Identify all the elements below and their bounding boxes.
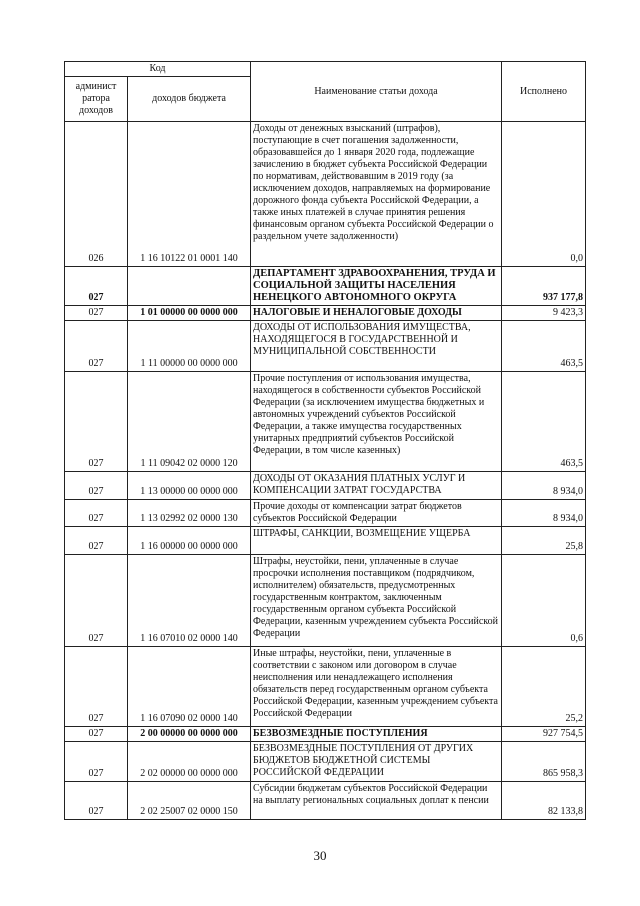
- executed-amount: 927 754,5: [502, 727, 586, 742]
- budget-code: 1 11 00000 00 0000 000: [128, 321, 251, 372]
- name-header: Наименование статьи дохода: [251, 62, 502, 122]
- table-row: [65, 647, 586, 727]
- executed-amount: 25,8: [502, 527, 586, 555]
- income-name: Иные штрафы, неустойки, пени, уплаченные в соответствии с законом или договором в случае неисполнения или ненадлежащего исполнения обязательств перед государственным органом субъекта Российской Федерации, казенным учреждением субъекта Российской Федерации: [251, 647, 502, 727]
- admin-code: 027: [65, 472, 128, 500]
- table-row: [65, 472, 586, 500]
- budget-code: 1 16 00000 00 0000 000: [128, 527, 251, 555]
- executed-amount: 865 958,3: [502, 742, 586, 782]
- table-row: [65, 742, 586, 782]
- executed-amount: 0,0: [502, 122, 586, 267]
- table-row: [65, 727, 586, 742]
- executed-amount: 0,6: [502, 555, 586, 647]
- income-name: ШТРАФЫ, САНКЦИИ, ВОЗМЕЩЕНИЕ УЩЕРБА: [251, 527, 502, 555]
- income-name: БЕЗВОЗМЕЗДНЫЕ ПОСТУПЛЕНИЯ: [251, 727, 502, 742]
- table-row: [65, 555, 586, 647]
- table-row: [65, 372, 586, 472]
- executed-amount: 463,5: [502, 321, 586, 372]
- admin-code: 027: [65, 527, 128, 555]
- budget-code: 1 16 10122 01 0001 140: [128, 122, 251, 267]
- admin-code: 027: [65, 372, 128, 472]
- admin-code: 027: [65, 306, 128, 321]
- executed-amount: 8 934,0: [502, 472, 586, 500]
- header-row-top: [65, 62, 586, 77]
- executed-header: Исполнено: [502, 62, 586, 122]
- income-name: НАЛОГОВЫЕ И НЕНАЛОГОВЫЕ ДОХОДЫ: [251, 306, 502, 321]
- executed-amount: 463,5: [502, 372, 586, 472]
- admin-code: 027: [65, 647, 128, 727]
- income-name: Прочие поступления от использования имущества, находящегося в собственности субъектов Российской Федерации (за исключением имущества бюджетных и автономных учреждений субъектов Российской Федерации, а также имущества государственных унитарных предприятий субъектов Российской Федерации, в том числе казенных): [251, 372, 502, 472]
- table-row: [65, 500, 586, 527]
- table-row: [65, 267, 586, 306]
- budget-code: 1 13 02992 02 0000 130: [128, 500, 251, 527]
- admin-code: 027: [65, 500, 128, 527]
- income-name: ДОХОДЫ ОТ ОКАЗАНИЯ ПЛАТНЫХ УСЛУГ И КОМПЕНСАЦИИ ЗАТРАТ ГОСУДАРСТВА: [251, 472, 502, 500]
- admin-code: 027: [65, 782, 128, 820]
- page-number: 30: [313, 848, 327, 863]
- admin-code: 027: [65, 727, 128, 742]
- budget-code: 1 01 00000 00 0000 000: [128, 306, 251, 321]
- admin-code: 027: [65, 267, 128, 306]
- budget-code: 1 16 07010 02 0000 140: [128, 555, 251, 647]
- executed-amount: 82 133,8: [502, 782, 586, 820]
- executed-amount: 25,2: [502, 647, 586, 727]
- admin-code: 027: [65, 742, 128, 782]
- income-name: Субсидии бюджетам субъектов Российской Федерации на выплату региональных социальных доплат к пенсии: [251, 782, 502, 820]
- income-name: БЕЗВОЗМЕЗДНЫЕ ПОСТУПЛЕНИЯ ОТ ДРУГИХ БЮДЖЕТОВ БЮДЖЕТНОЙ СИСТЕМЫ РОССИЙСКОЙ ФЕДЕРАЦИИ: [251, 742, 502, 782]
- code-header: Код: [65, 62, 251, 77]
- budget-code: 1 16 07090 02 0000 140: [128, 647, 251, 727]
- table-row: [65, 321, 586, 372]
- table-row: [65, 122, 586, 267]
- executed-amount: 9 423,3: [502, 306, 586, 321]
- budget-code: 2 02 00000 00 0000 000: [128, 742, 251, 782]
- table-row: [65, 782, 586, 820]
- income-name: Штрафы, неустойки, пени, уплаченные в случае просрочки исполнения поставщиком (подрядчиком, исполнителем) обязательств, предусмотренных государственным контрактом, заключенным государственным органом субъекта Российской Федерации, казенным учреждением субъекта Российской Федерации: [251, 555, 502, 647]
- income-name: Прочие доходы от компенсации затрат бюджетов субъектов Российской Федерации: [251, 500, 502, 527]
- income-table: [64, 61, 586, 820]
- admin-header: админист ратора доходов: [65, 77, 128, 122]
- admin-code: 027: [65, 555, 128, 647]
- budget-code: [128, 267, 251, 306]
- budget-code: 1 11 09042 02 0000 120: [128, 372, 251, 472]
- budget-income-header: доходов бюджета: [128, 77, 251, 122]
- executed-amount: 937 177,8: [502, 267, 586, 306]
- admin-code: 027: [65, 321, 128, 372]
- table-row: [65, 527, 586, 555]
- executed-amount: 8 934,0: [502, 500, 586, 527]
- table-row: [65, 306, 586, 321]
- budget-code: 2 02 25007 02 0000 150: [128, 782, 251, 820]
- admin-code: 026: [65, 122, 128, 267]
- income-name: ДОХОДЫ ОТ ИСПОЛЬЗОВАНИЯ ИМУЩЕСТВА, НАХОДЯЩЕГОСЯ В ГОСУДАРСТВЕННОЙ И МУНИЦИПАЛЬНОЙ СОБСТВЕННОСТИ: [251, 321, 502, 372]
- income-name: ДЕПАРТАМЕНТ ЗДРАВООХРАНЕНИЯ, ТРУДА И СОЦИАЛЬНОЙ ЗАЩИТЫ НАСЕЛЕНИЯ НЕНЕЦКОГО АВТОНОМНОГО ОКРУГА: [251, 267, 502, 306]
- budget-code: 2 00 00000 00 0000 000: [128, 727, 251, 742]
- income-name: Доходы от денежных взысканий (штрафов), поступающие в счет погашения задолженности, образовавшейся до 1 января 2020 года, подлежащие зачислению в бюджет субъекта Российской Федерации по нормативам, действовавшим в 2019 году (за исключением доходов, направляемых на формирование дорожного фонда субъекта Российской Федерации, а также иных платежей в случае принятия решения финансовым органом субъекта Российской Федерации о раздельном учете задолженности): [251, 122, 502, 267]
- budget-code: 1 13 00000 00 0000 000: [128, 472, 251, 500]
